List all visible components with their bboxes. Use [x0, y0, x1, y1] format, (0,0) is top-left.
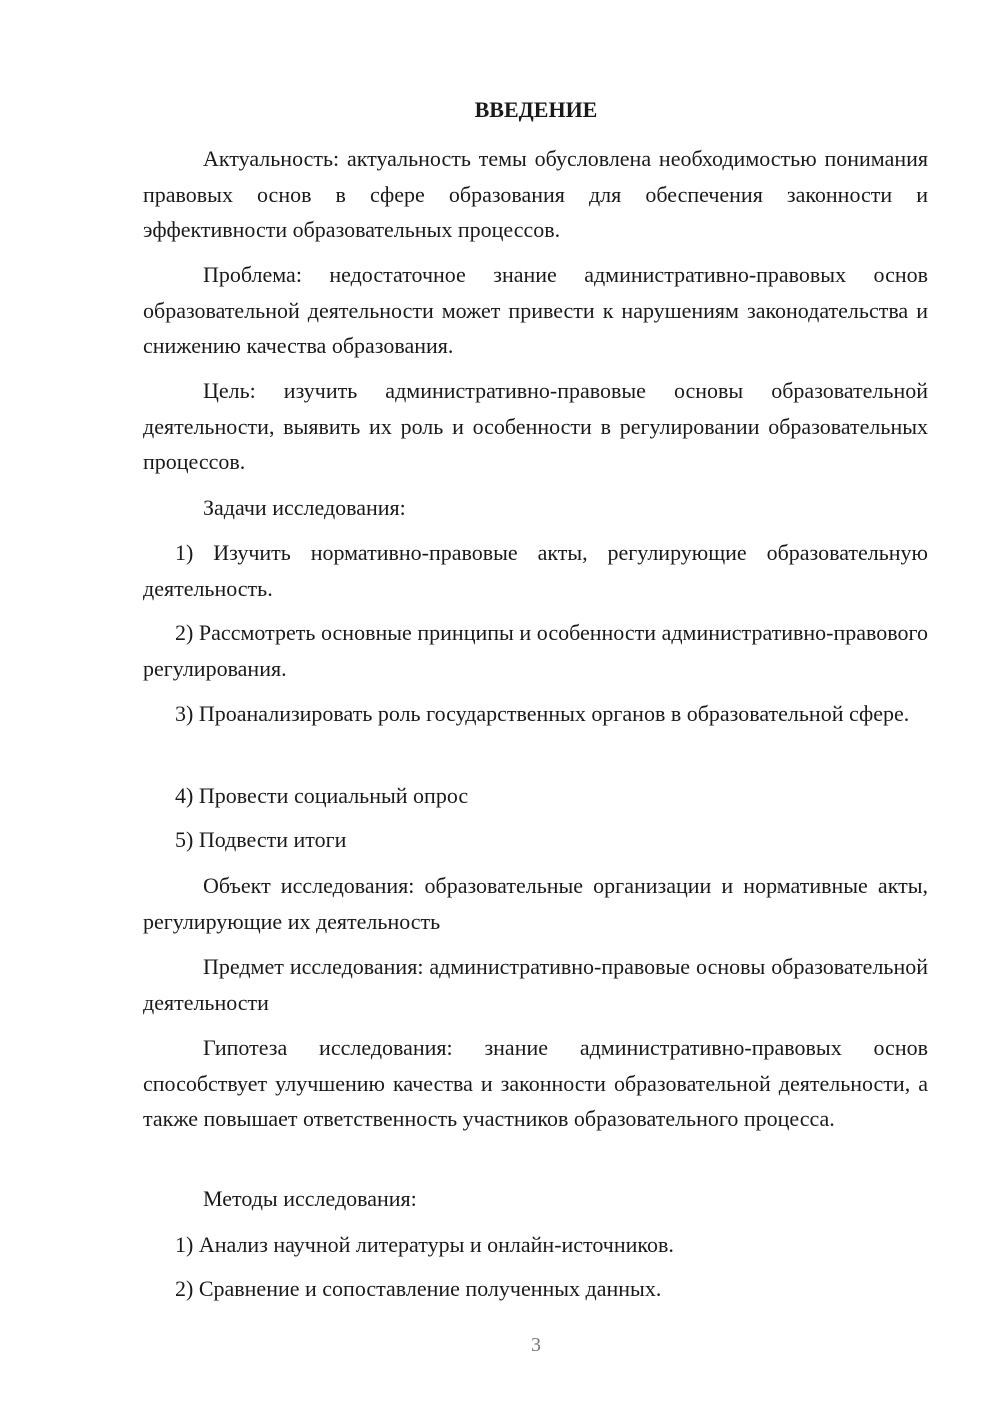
problem-paragraph: Проблема: недостаточное знание административно-правовых основ образовательной деятельности может привести к нарушениям законодательства и снижению качества образования. [143, 262, 928, 358]
goal-paragraph: Цель: изучить административно-правовые основы образовательной деятельности, выявить их роль и особенности в регулировании образовательных процессов. [143, 378, 928, 474]
subject-paragraph: Предмет исследования: административно-правовые основы образовательной деятельности [143, 954, 928, 1015]
task-item-3: 3) Проанализировать роль государственных органов в образовательной сфере. [175, 701, 910, 726]
method-item-2: 2) Сравнение и сопоставление полученных данных. [175, 1276, 662, 1301]
hypothesis-paragraph: Гипотеза исследования: знание административно-правовых основ способствует улучшению качества и законности образовательной деятельности, а также повышает ответственность участников образовательного процесса. [143, 1035, 928, 1131]
task-item-5: 5) Подвести итоги [175, 827, 347, 852]
tasks-heading: Задачи исследования: [203, 495, 406, 520]
object-paragraph: Объект исследования: образовательные организации и нормативные акты, регулирующие их деятельность [143, 873, 928, 934]
page-number: 3 [531, 1334, 541, 1356]
task-item-4: 4) Провести социальный опрос [175, 783, 469, 808]
methods-heading: Методы исследования: [203, 1186, 417, 1211]
task-item-1: 1) Изучить нормативно-правовые акты, регулирующие образовательную деятельность. [143, 540, 928, 601]
page-title: ВВЕДЕНИЕ [474, 97, 598, 122]
relevance-paragraph: Актуальность: актуальность темы обусловлена необходимостью понимания правовых основ в сфере образования для обеспечения законности и эффективности образовательных процессов. [143, 146, 928, 242]
method-item-1: 1) Анализ научной литературы и онлайн-источников. [175, 1232, 674, 1257]
task-item-2: 2) Рассмотреть основные принципы и особенности административно-правового регулирования. [143, 620, 928, 681]
